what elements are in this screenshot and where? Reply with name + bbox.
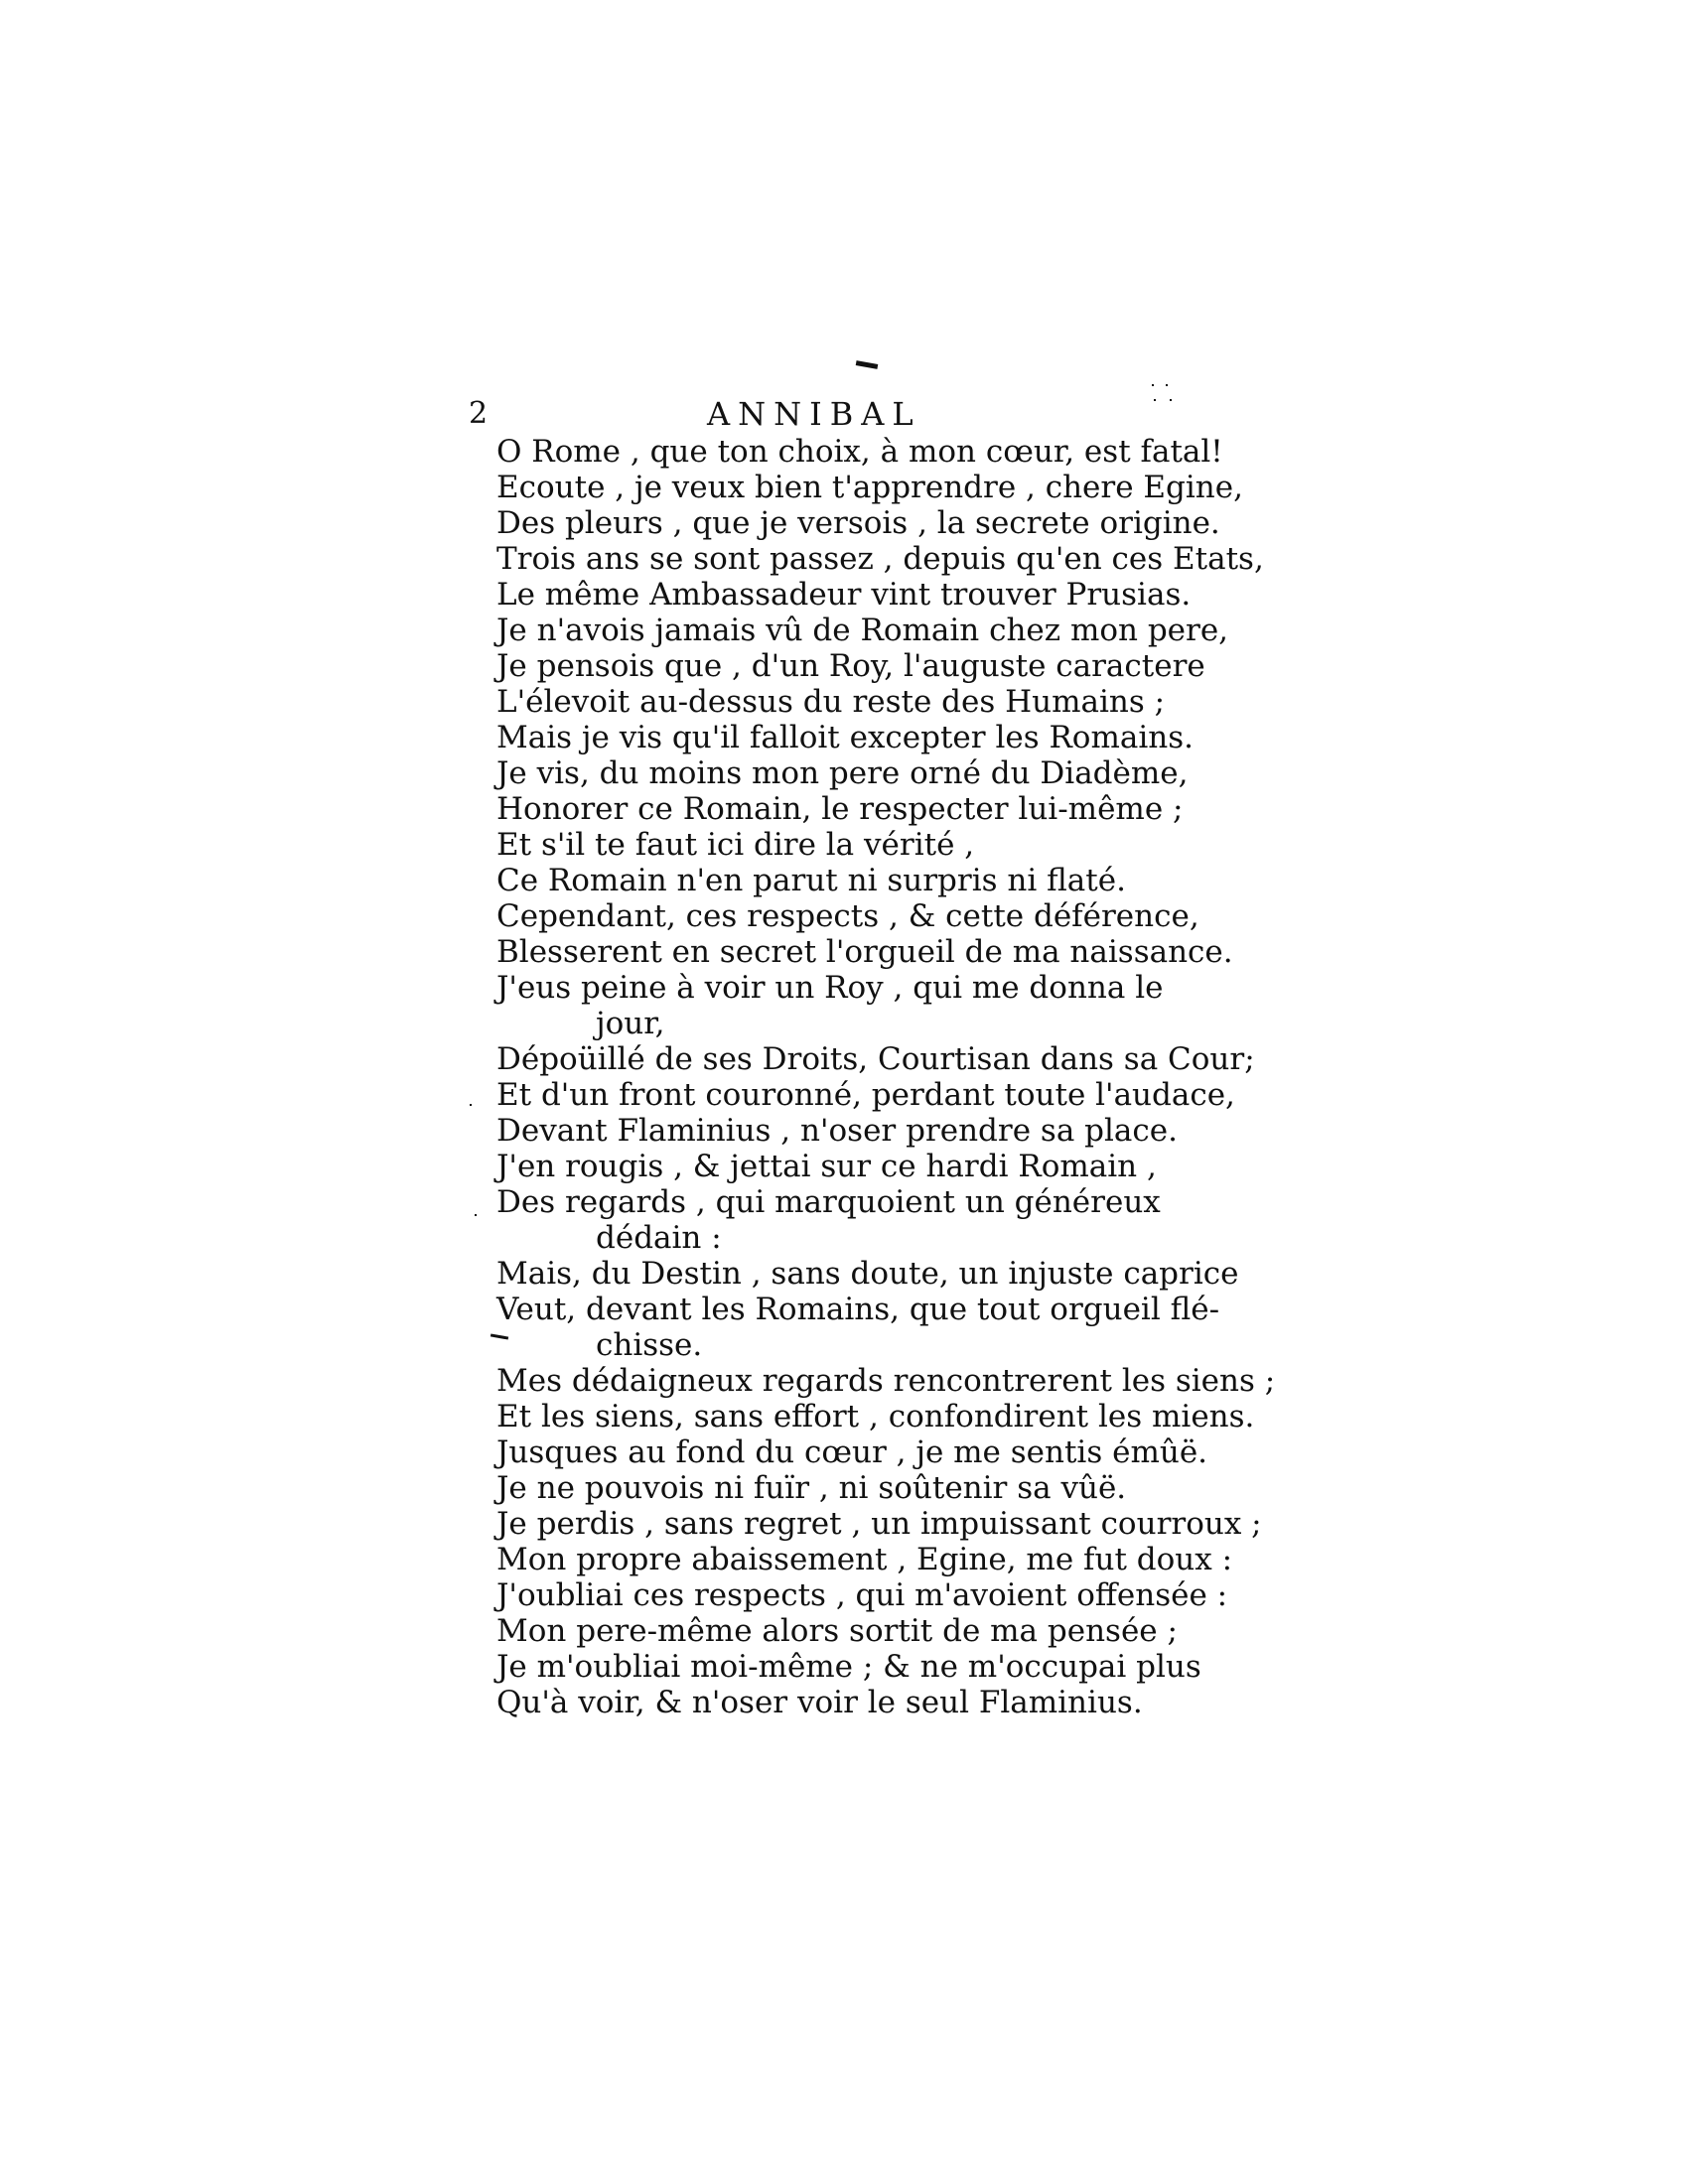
verse-line: J'eus peine à voir un Roy , qui me donna le (496, 970, 1164, 1006)
verse-line: Blesserent en secret l'orgueil de ma naissance. (496, 934, 1233, 970)
verse-line: L'élevoit au-dessus du reste des Humains ; (496, 684, 1166, 720)
verse-line: Ecoute , je veux bien t'apprendre , chere Egine, (496, 470, 1243, 505)
verse-line-continuation: dédain : (596, 1220, 722, 1256)
verse-line: Dépoüillé de ses Droits, Courtisan dans sa Cour; (496, 1041, 1255, 1077)
verse-line: Cependant, ces respects , & cette déférence, (496, 898, 1199, 934)
verse-line: Trois ans se sont passez , depuis qu'en ces Etats, (496, 541, 1264, 577)
verse-line: Des regards , qui marquoient un généreux (496, 1184, 1161, 1220)
verse-line: Mon propre abaissement , Egine, me fut doux : (496, 1542, 1233, 1577)
verse-line: Le même Ambassadeur vint trouver Prusias. (496, 577, 1192, 613)
verse-line: Je ne pouvois ni fuïr , ni soûtenir sa vûë. (496, 1470, 1127, 1506)
verse-line: Je m'oubliai moi-même ; & ne m'occupai plus (496, 1649, 1201, 1685)
verse-line: Des pleurs , que je versois , la secrete origine. (496, 505, 1220, 541)
page-number: 2 (469, 396, 489, 431)
verse-line: Et d'un front couronné, perdant toute l'audace, (496, 1077, 1235, 1113)
verse-line: J'en rougis , & jettai sur ce hardi Romain , (496, 1149, 1157, 1184)
verse-line: Je vis, du moins mon pere orné du Diadème, (496, 755, 1189, 791)
verse-line: Et s'il te faut ici dire la vérité , (496, 827, 975, 863)
ink-dot-left (470, 1104, 472, 1106)
verse-line: Mais, du Destin , sans doute, un injuste caprice (496, 1256, 1239, 1292)
verse-line: J'oubliai ces respects , qui m'avoient offensée : (496, 1577, 1228, 1613)
verse-line: Devant Flaminius , n'oser prendre sa place. (496, 1113, 1178, 1149)
running-header (469, 392, 1184, 436)
verse-line: O Rome , que ton choix, à mon cœur, est fatal! (496, 434, 1223, 470)
verse-line: Mon pere-même alors sortit de ma pensée ; (496, 1613, 1178, 1649)
verse-line: Je n'avois jamais vû de Romain chez mon pere, (496, 613, 1229, 648)
verse-line: Veut, devant les Romains, que tout orgueil flé- (496, 1292, 1220, 1327)
verse-line: Je perdis , sans regret , un impuissant courroux ; (496, 1506, 1262, 1542)
verse-line: Qu'à voir, & n'oser voir le seul Flaminius. (496, 1685, 1143, 1720)
poem-text (496, 434, 1276, 1735)
ink-dots-top-right (1152, 384, 1154, 386)
verse-line: Jusques au fond du cœur , je me sentis émûë. (496, 1434, 1208, 1470)
ink-mark-top (856, 360, 879, 369)
ink-dot-left (475, 1214, 477, 1216)
verse-line-continuation: chisse. (596, 1327, 703, 1363)
running-title: ANNIBAL (707, 395, 921, 433)
verse-line: Honorer ce Romain, le respecter lui-même ; (496, 791, 1184, 827)
verse-line-continuation: jour, (596, 1006, 665, 1041)
verse-line: Et les siens, sans effort , confondirent les miens. (496, 1399, 1255, 1434)
verse-line: Mes dédaigneux regards rencontrerent les siens ; (496, 1363, 1276, 1399)
verse-line: Je pensois que , d'un Roy, l'auguste caractere (496, 648, 1205, 684)
verse-line: Ce Romain n'en parut ni surpris ni flaté. (496, 863, 1126, 898)
verse-line: Mais je vis qu'il falloit excepter les Romains. (496, 720, 1194, 755)
